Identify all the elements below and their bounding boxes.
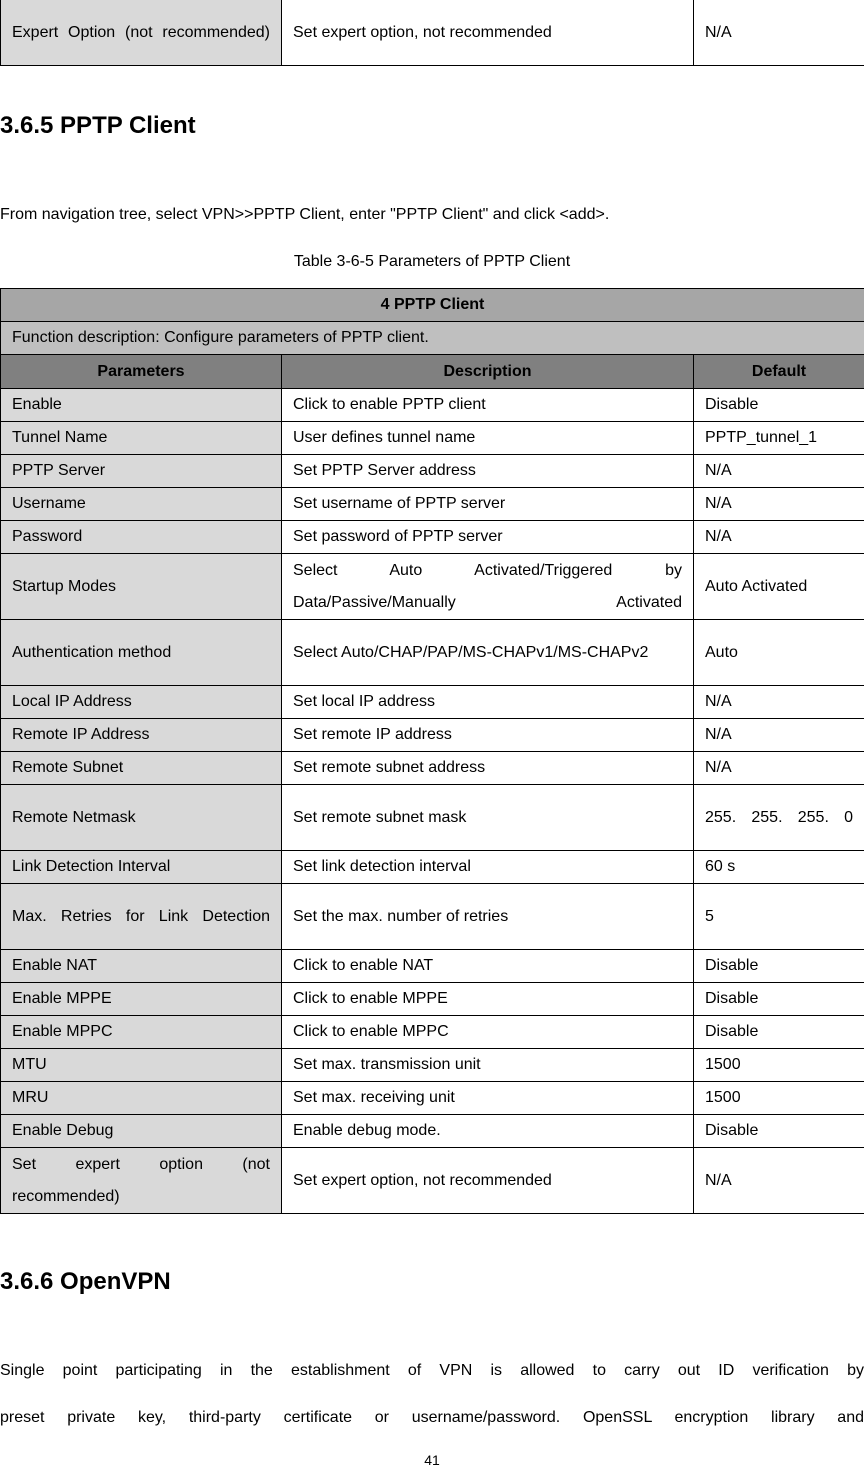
desc-cell: Enable debug mode. <box>282 1115 694 1148</box>
table-row <box>1 752 864 785</box>
table-row <box>1 1016 864 1049</box>
openvpn-paragraph-line-1: Single point participating in the establishment of VPN is allowed to carry out ID verification by <box>0 1362 864 1379</box>
function-description: Function description: Configure parameters of PPTP client. <box>1 322 864 355</box>
param-cell: Password <box>1 521 282 554</box>
default-cell: N/A <box>694 719 864 752</box>
default-cell: Disable <box>694 983 864 1016</box>
default-cell: 1500 <box>694 1049 864 1082</box>
section-heading-openvpn: 3.6.6 OpenVPN <box>0 1268 171 1295</box>
section-heading-pptp: 3.6.5 PPTP Client <box>0 112 196 139</box>
default-cell: 255. 255. 255. 0 <box>694 785 864 851</box>
table-row <box>1 1115 864 1148</box>
param-cell: Enable MPPC <box>1 1016 282 1049</box>
pptp-parameters-table <box>0 288 864 1214</box>
default-cell: Auto <box>694 620 864 686</box>
default-cell: 1500 <box>694 1082 864 1115</box>
param-cell: Enable Debug <box>1 1115 282 1148</box>
param-cell: Username <box>1 488 282 521</box>
table-row <box>1 521 864 554</box>
desc-cell: Set max. transmission unit <box>282 1049 694 1082</box>
header-default: Default <box>694 355 864 389</box>
default-cell: PPTP_tunnel_1 <box>694 422 864 455</box>
default-cell: 5 <box>694 884 864 950</box>
default-cell: N/A <box>694 752 864 785</box>
section-intro: From navigation tree, select VPN>>PPTP Client, enter "PPTP Client" and click <add>. <box>0 206 610 223</box>
table-row <box>1 719 864 752</box>
desc-cell: Set remote IP address <box>282 719 694 752</box>
desc-cell: Click to enable MPPC <box>282 1016 694 1049</box>
default-cell: Disable <box>694 1016 864 1049</box>
desc-cell: Select Auto Activated/Triggered by Data/Passive/Manually Activated <box>282 554 694 620</box>
table-row <box>1 884 864 950</box>
param-cell: MRU <box>1 1082 282 1115</box>
desc-cell: Set expert option, not recommended <box>282 0 694 66</box>
table-title: 4 PPTP Client <box>1 289 864 322</box>
param-cell: Enable NAT <box>1 950 282 983</box>
desc-cell: Click to enable MPPE <box>282 983 694 1016</box>
desc-cell: Set local IP address <box>282 686 694 719</box>
default-cell: N/A <box>694 455 864 488</box>
header-parameters: Parameters <box>1 355 282 389</box>
param-cell: Expert Option (not recommended) <box>1 0 282 66</box>
default-cell: N/A <box>694 686 864 719</box>
default-cell: N/A <box>694 1148 864 1214</box>
param-cell: Tunnel Name <box>1 422 282 455</box>
table-row <box>1 983 864 1016</box>
default-cell: 60 s <box>694 851 864 884</box>
default-cell: Disable <box>694 950 864 983</box>
table-row <box>1 1049 864 1082</box>
table-row <box>1 455 864 488</box>
desc-cell: Set PPTP Server address <box>282 455 694 488</box>
default-cell: Disable <box>694 1115 864 1148</box>
table-row <box>1 620 864 686</box>
desc-cell: Click to enable PPTP client <box>282 389 694 422</box>
desc-cell: Set password of PPTP server <box>282 521 694 554</box>
param-cell: Set expert option (not recommended) <box>1 1148 282 1214</box>
default-cell: N/A <box>694 521 864 554</box>
header-row <box>1 355 864 389</box>
param-cell: Startup Modes <box>1 554 282 620</box>
table-caption: Table 3-6-5 Parameters of PPTP Client <box>293 253 571 270</box>
table-row <box>1 950 864 983</box>
header-description: Description <box>282 355 694 389</box>
param-cell: PPTP Server <box>1 455 282 488</box>
openvpn-paragraph-line-2: preset private key, third-party certificate or username/password. OpenSSL encryption library and <box>0 1409 864 1426</box>
table-row <box>1 0 864 66</box>
default-cell: N/A <box>694 488 864 521</box>
function-row <box>1 322 864 355</box>
desc-cell: Set username of PPTP server <box>282 488 694 521</box>
table-row <box>1 1148 864 1214</box>
table-row <box>1 785 864 851</box>
desc-cell: Set max. receiving unit <box>282 1082 694 1115</box>
table-row <box>1 554 864 620</box>
desc-cell: Set expert option, not recommended <box>282 1148 694 1214</box>
desc-cell: Click to enable NAT <box>282 950 694 983</box>
param-cell: Remote Subnet <box>1 752 282 785</box>
desc-cell: Set the max. number of retries <box>282 884 694 950</box>
desc-cell: Set link detection interval <box>282 851 694 884</box>
default-cell: Auto Activated <box>694 554 864 620</box>
param-cell: Local IP Address <box>1 686 282 719</box>
param-cell: MTU <box>1 1049 282 1082</box>
table-row <box>1 389 864 422</box>
param-cell: Remote IP Address <box>1 719 282 752</box>
param-cell: Enable <box>1 389 282 422</box>
page-number: 41 <box>424 1452 440 1468</box>
table-row <box>1 686 864 719</box>
param-cell: Enable MPPE <box>1 983 282 1016</box>
table-row <box>1 851 864 884</box>
table-row <box>1 422 864 455</box>
param-cell: Link Detection Interval <box>1 851 282 884</box>
desc-cell: Set remote subnet mask <box>282 785 694 851</box>
default-cell: N/A <box>694 0 864 66</box>
table-title-row <box>1 289 864 322</box>
desc-cell: User defines tunnel name <box>282 422 694 455</box>
param-cell: Remote Netmask <box>1 785 282 851</box>
param-cell: Authentication method <box>1 620 282 686</box>
table-row <box>1 488 864 521</box>
default-cell: Disable <box>694 389 864 422</box>
continuation-table <box>0 0 864 66</box>
param-cell: Max. Retries for Link Detection <box>1 884 282 950</box>
desc-cell: Set remote subnet address <box>282 752 694 785</box>
table-row <box>1 1082 864 1115</box>
desc-cell: Select Auto/CHAP/PAP/MS-CHAPv1/MS-CHAPv2 <box>282 620 694 686</box>
